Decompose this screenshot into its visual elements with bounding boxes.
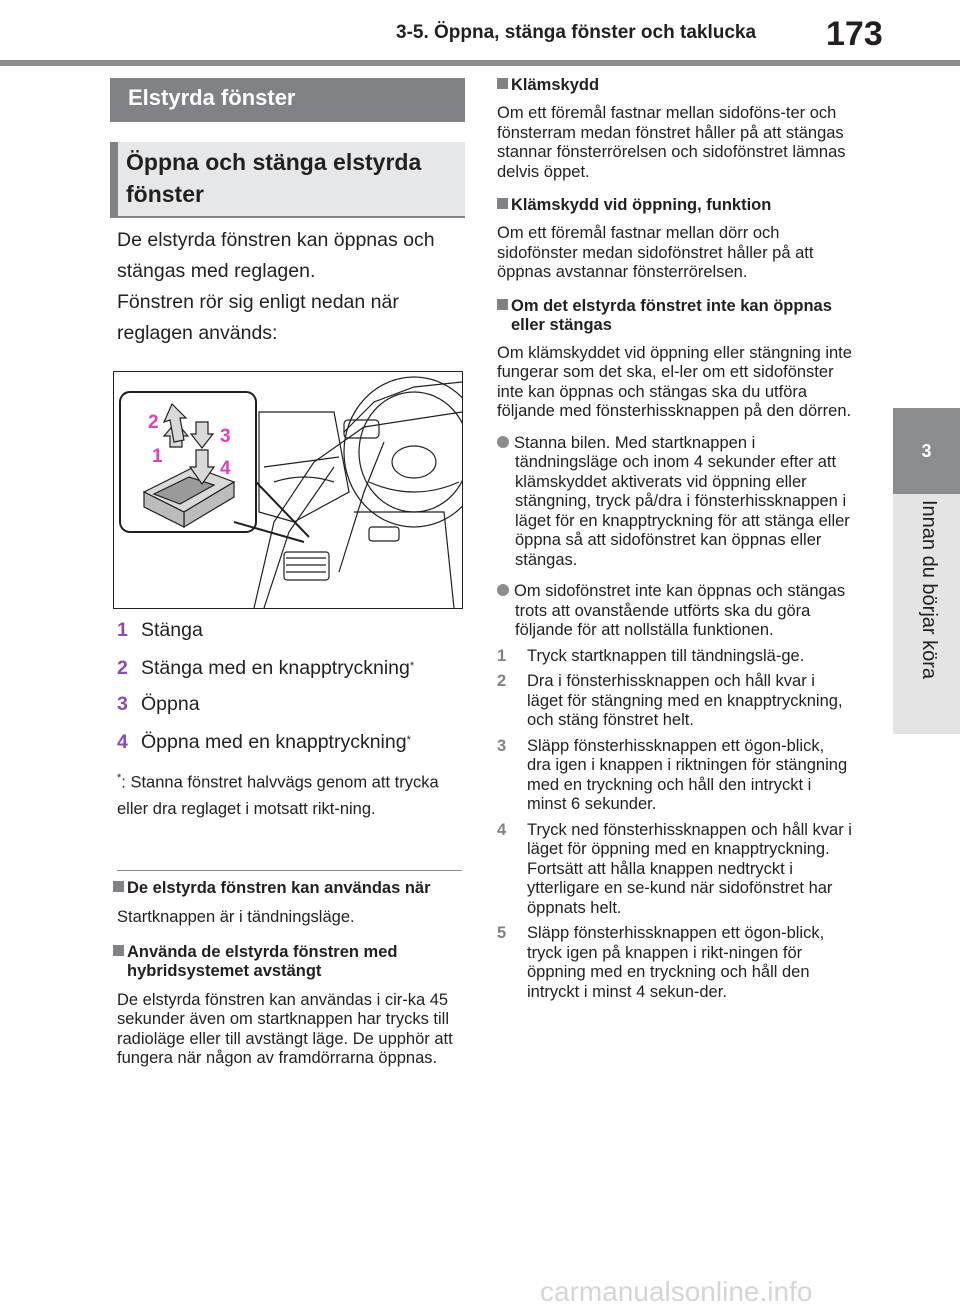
bullet-item: Om sidofönstret inte kan öppnas och stängas trots att ovanstående utförts ska du göra följande för att nollställa funktionen. [497,582,852,641]
step-number: 2 [497,672,507,690]
list-number: 4 [117,731,128,753]
footnote-mark: * [117,772,122,784]
illustration-label: 3 [220,426,231,447]
note-heading: Om det elstyrda fönstret inte kan öppnas eller stängas [497,297,852,335]
step-item: 5 Släpp fönsterhissknappen ett ögon-blick, tryck igen på knappen i rikt-ningen för öppning med en tryckning och håll den intryckt i minst 4 sekun-der. [497,924,825,1001]
illustration-label: 2 [148,412,159,433]
right-column [497,76,852,1002]
note-body: De elstyrda fönstren kan användas i cir-ka 45 sekunder även om startknappen har trycks till radioläge eller till avstängt läge. De upphör att fungera när någon av framdörrarna öppnas. [117,990,453,1067]
note-body: Startknappen är i tändningsläge. [117,908,355,926]
step-item: 2 Dra i fönsterhissknappen och håll kvar i läget för stängning med en knapptryckning, och stäng fönstret helt. [497,672,843,729]
footnote [117,765,462,822]
step-number: 3 [497,736,507,755]
step-number: 4 [497,820,507,839]
list-number: 3 [117,693,128,715]
section-title: Elstyrda fönster [110,78,465,122]
running-header: 3-5. Öppna, stänga fönster och taklucka [396,22,757,43]
list-number: 1 [117,619,128,641]
intro-paragraph: Fönstren rör sig enligt nedan när reglagen används: [117,291,399,344]
step-item: 3 Släpp fönsterhissknappen ett ögon-blick, dra igen i knappen i riktningen för stängning med en tryckning och håll den intryckt i minst 6 sekunder. [497,736,848,813]
square-bullet-icon [113,945,124,956]
note-heading: Klämskydd vid öppning, funktion [497,196,852,215]
square-bullet-icon [497,78,508,89]
square-bullet-icon [113,881,124,892]
step-number: 5 [497,924,507,942]
asterisk: * [406,734,411,746]
illustration-drawing [114,372,462,608]
page-number: 173 [826,15,883,53]
chapter-tab: 3 [893,408,960,494]
watermark: carmanualsonline.info [540,1276,813,1307]
list-item [117,618,457,642]
note-heading: Klämskydd [497,76,852,95]
square-bullet-icon [497,299,508,310]
note-heading: De elstyrda fönstren kan användas när [113,879,463,898]
list-number: 2 [117,657,128,679]
square-bullet-icon [497,198,508,209]
note-body: Om klämskyddet vid öppning eller stängning inte fungerar som det ska, el-ler om ett sidofönster inte kan öppnas och stängas ska du utföra följande med fönsterhissknappen på den dörren. [497,343,852,420]
chapter-label: Innan du börjar köra [918,500,940,680]
note-body: Om ett föremål fastnar mellan dörr och sidofönster medan sidofönstret håller på att öppnas avstannar fönsterrörelsen. [497,224,814,281]
step-item: 4 Tryck ned fönsterhissknappen och håll kvar i läget för öppning med en knapptryckning. Fortsätt att hålla knappen nedtryckt i ytterligare en se-kund när sidofönstret har öppnats helt. [497,820,852,917]
window-switch-illustration [113,371,463,609]
list-text: Stänga med en knapptryckning [141,657,410,679]
bullet-icon [497,436,509,448]
divider [117,870,462,871]
asterisk: * [409,660,415,672]
list-item [117,730,457,754]
header-rule [0,60,960,66]
illustration-label: 4 [220,458,231,479]
step-number: 1 [497,646,507,665]
note-block [113,879,463,1069]
list-item [117,656,457,680]
list-text: Öppna [141,693,200,715]
list-text: Stänga [141,619,203,641]
note-heading: Använda de elstyrda fönstren med hybridsystemet avstängt [113,943,463,981]
illustration-label: 1 [152,446,163,467]
subsection-title: Öppna och stänga elstyrda fönster [110,142,465,218]
bullet-icon [497,584,509,596]
list-text: Öppna med en knapptryckning [141,731,407,753]
bullet-item: Stanna bilen. Med startknappen i tändningsläge och inom 4 sekunder efter att klämskyddet aktiverats vid öppning eller stängning, tryck på/dra i fönsterhissknappen i läget för en knapptryckning för att stänga eller öppna så att sidofönstret kan öppnas eller stängas. [497,434,852,571]
list-item [117,692,457,716]
note-body: Om ett föremål fastnar mellan sidoföns-ter och fönsterram medan fönstret håller på att stängas stannar fönsterrörelsen och sidofönstret lämnas delvis öppet. [497,104,846,181]
intro-paragraph: De elstyrda fönstren kan öppnas och stängas med reglagen. [117,229,435,282]
step-item: 1 Tryck startknappen till tändningslä-ge. [497,646,805,665]
footnote-text: : Stanna fönstret halvvägs genom att trycka eller dra reglaget i motsatt rikt-ning. [117,773,439,818]
